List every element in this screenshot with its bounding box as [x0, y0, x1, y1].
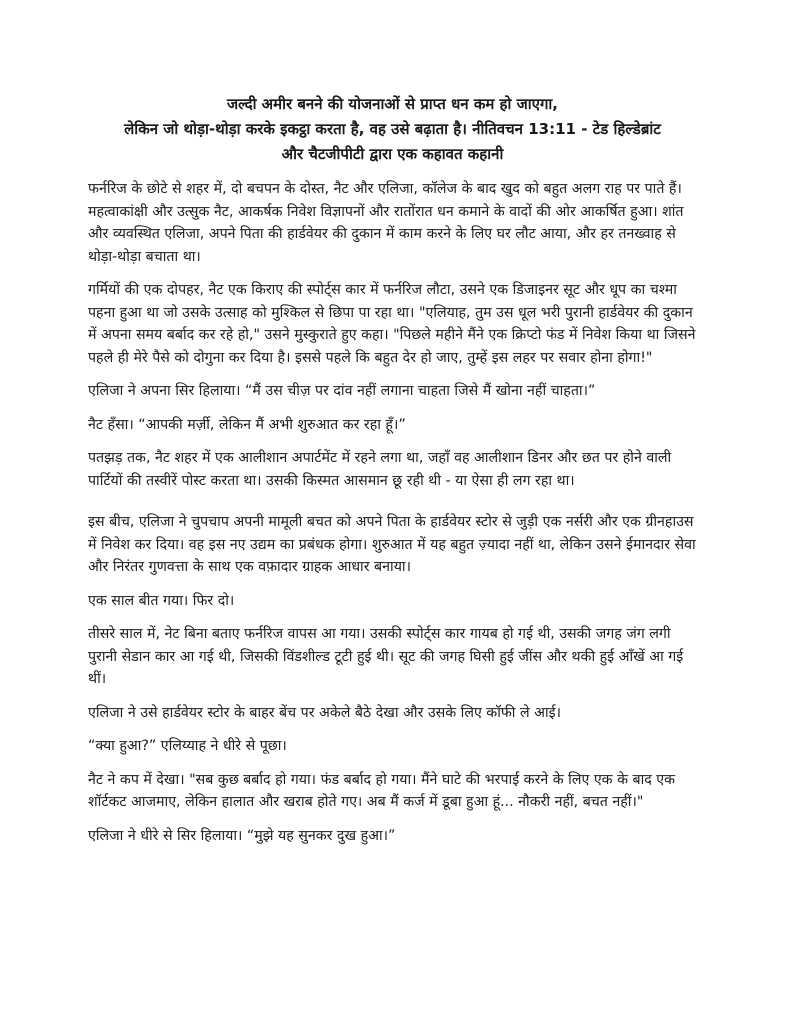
paragraph-4: नैट हँसा। “आपकी मर्ज़ी, लेकिन मैं अभी शुरुआत कर रहा हूँ।”	[88, 416, 406, 433]
title-line-3: और चैटजीपीटी द्वारा एक कहावत कहानी	[281, 145, 504, 163]
paragraph-3: एलिजा ने अपना सिर हिलाया। “मैं उस चीज़ पर दांव नहीं लगाना चाहता जिसे मैं खोना नहीं चाहता।”	[88, 383, 596, 399]
paragraph-9: एलिजा ने उसे हार्डवेयर स्टोर के बाहर बेंच पर अकेले बैठे देखा और उसके लिए कॉफी ले आई।	[88, 704, 561, 721]
paragraph-8: तीसरे साल में, नेट बिना बताए फर्नरिज वापस आ गया। उसकी स्पोर्ट्स कार गायब हो गई थी, उसकी जगह जंग लगी पुरानी सेडान कार आ गई थी, जिसकी विंडशील्ड टूटी हुई थी। सूट की जगह घिसी हुई जींस और थकी हुई आँखें आ गई थीं।	[88, 626, 684, 687]
document-title	[88, 92, 697, 167]
paragraph-1: फर्नरिज के छोटे से शहर में, दो बचपन के दोस्त, नैट और एलिजा, कॉलेज के बाद खुद को बहुत अलग राह पर पाते हैं। महत्वाकांक्षी और उत्सुक नैट, आकर्षक निवेश विज्ञापनों और रातोंरात धन कमाने के वादों की ओर आकर्षित हुआ। शांत और व्यवस्थित एलिजा, अपने पिता की हार्डवेयर की दुकान में काम करने के लिए घर लौट आया, और हर तनख्वाह से थोड़ा-थोड़ा बचाता था।	[88, 181, 684, 265]
paragraph-6: इस बीच, एलिजा ने चुपचाप अपनी मामूली बचत को अपने पिता के हार्डवेयर स्टोर से जुड़ी एक नर्सरी और एक ग्रीनहाउस में निवेश कर दिया। वह इस नए उद्यम का प्रबंधक होगा। शुरुआत में यह बहुत ज़्यादा नहीं था, लेकिन उसने ईमानदार सेवा और निरंतर गुणवत्ता के साथ एक वफ़ादार ग्राहक आधार बनाया।	[88, 514, 696, 575]
title-line-1: जल्दी अमीर बनने की योजनाओं से प्राप्त धन कम हो जाएगा,	[227, 95, 558, 113]
paragraph-11: नैट ने कप में देखा। "सब कुछ बर्बाद हो गया। फंड बर्बाद हो गया। मैंने घाटे की भरपाई करने के लिए एक के बाद एक शॉर्टकट आजमाए, लेकिन हालात और खराब होते गए। अब मैं कर्ज में डूबा हुआ हूं... नौकरी नहीं, बचत नहीं।"	[88, 771, 676, 810]
paragraph-5: पतझड़ तक, नैट शहर में एक आलीशान अपार्टमेंट में रहने लगा था, जहाँ वह आलीशान डिनर और छत पर होने वाली पार्टियों की तस्वीरें पोस्ट करता था। उसकी किस्मत आसमान छू रही थी - या ऐसा ही लग रहा था।	[88, 450, 672, 489]
paragraph-10: “क्या हुआ?” एलिय्याह ने धीरे से पूछा।	[88, 738, 287, 754]
paragraph-2: गर्मियों की एक दोपहर, नैट एक किराए की स्पोर्ट्स कार में फर्नरिज लौटा, उसने एक डिजाइनर सूट और धूप का चश्मा पहना हुआ था जो उसके उत्साह को मुश्किल से छिपा पा रहा था। "एलियाह, तुम उस धूल भरी पुरानी हार्डवेयर की दुकान में अपना समय बर्बाद कर रहे हो," उसने मुस्कुराते हुए कहा। "पिछले महीने मैंने एक क्रिप्टो फंड में निवेश किया था जिसने पहले ही मेरे पैसे को दोगुना कर दिया है। इससे पहले कि बहुत देर हो जाए, तुम्हें इस लहर पर सवार होना होगा!"	[88, 282, 696, 366]
paragraph-12: एलिजा ने धीरे से सिर हिलाया। “मुझे यह सुनकर दुख हुआ।”	[88, 827, 396, 844]
title-line-2: लेकिन जो थोड़ा-थोड़ा करके इकट्ठा करता है, वह उसे बढ़ाता है। नीतिवचन 13:11 - टेड हिल्डेब्रांट	[124, 120, 661, 138]
paragraph-7: एक साल बीत गया। फिर दो।	[88, 592, 235, 609]
